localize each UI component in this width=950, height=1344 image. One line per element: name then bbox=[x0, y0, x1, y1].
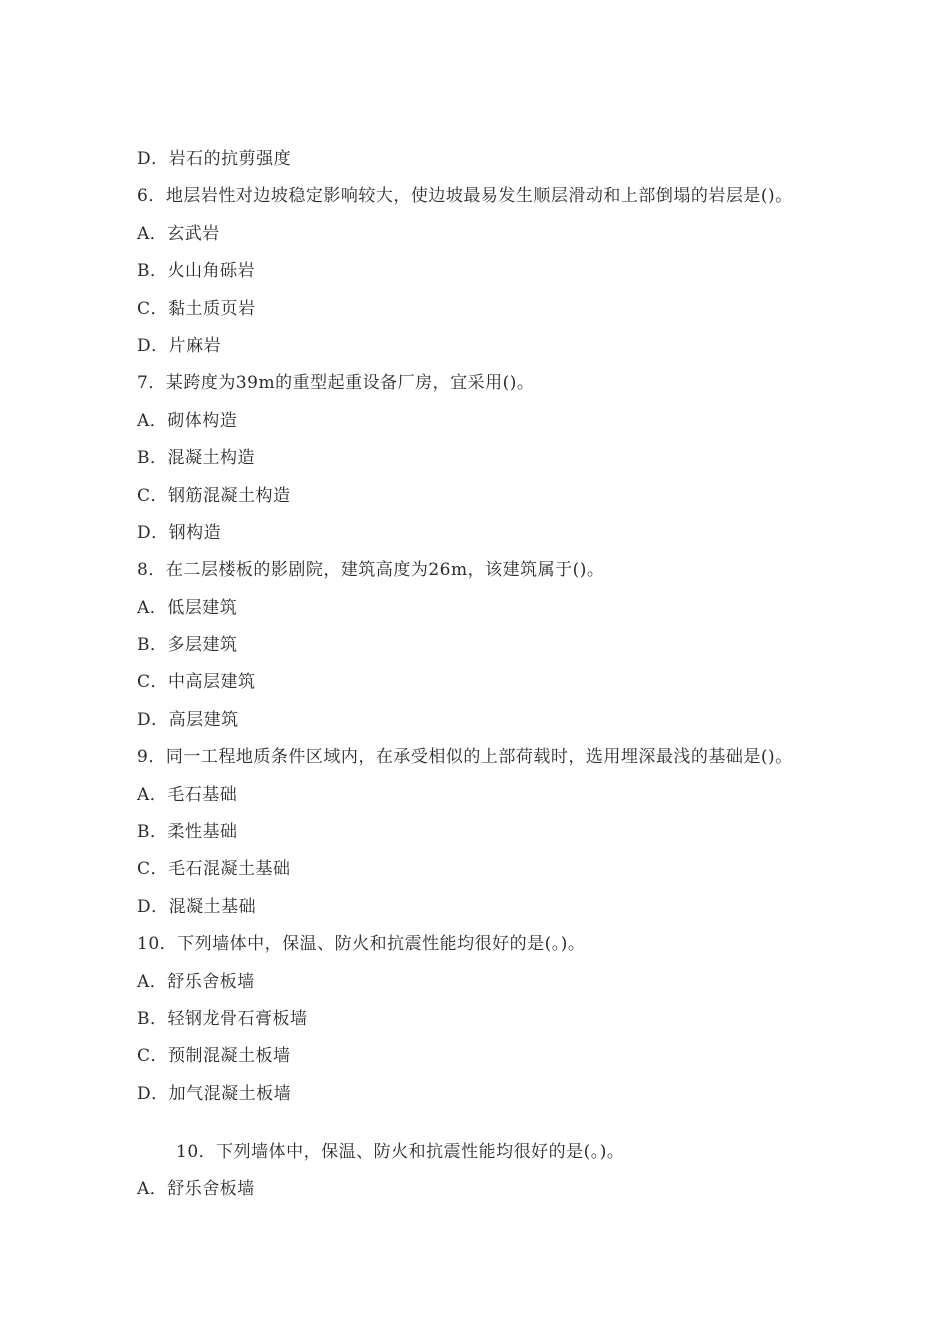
question-8: 8．在二层楼板的影剧院，建筑高度为26m，该建筑属于()。 bbox=[137, 560, 605, 581]
option-line: B．轻钢龙骨石膏板墙 bbox=[137, 1008, 308, 1029]
question-6: 6．地层岩性对边坡稳定影响较大，使边坡最易发生顺层滑动和上部倒塌的岩层是()。 bbox=[137, 186, 793, 207]
option-line: D．钢构造 bbox=[137, 522, 222, 543]
question-10-repeat: 10．下列墙体中，保温、防火和抗震性能均很好的是(。)。 bbox=[176, 1142, 625, 1162]
option-line: C．毛石混凝土基础 bbox=[137, 859, 291, 880]
option-line: D．片麻岩 bbox=[137, 335, 222, 356]
option-line: C．中高层建筑 bbox=[137, 672, 256, 693]
option-line: C．钢筋混凝土构造 bbox=[137, 485, 291, 506]
option-line: A．毛石基础 bbox=[137, 784, 238, 805]
option-line: A．低层建筑 bbox=[137, 597, 238, 618]
option-line: A．舒乐舍板墙 bbox=[137, 971, 255, 992]
question-7: 7．某跨度为39m的重型起重设备厂房，宜采用()。 bbox=[137, 373, 535, 394]
question-9: 9．同一工程地质条件区域内，在承受相似的上部荷载时，选用埋深最浅的基础是()。 bbox=[137, 747, 793, 768]
option-line: A．砌体构造 bbox=[137, 410, 238, 431]
option-line: C．黏土质页岩 bbox=[137, 298, 256, 319]
option-line: B．火山角砾岩 bbox=[137, 261, 255, 282]
option-line: A．玄武岩 bbox=[137, 223, 220, 244]
option-line: D．加气混凝土板墙 bbox=[137, 1083, 292, 1104]
option-line: A．舒乐舍板墙 bbox=[137, 1179, 255, 1200]
question-list bbox=[137, 141, 897, 1113]
repeated-question-block bbox=[137, 1134, 897, 1209]
option-line: C．预制混凝土板墙 bbox=[137, 1046, 291, 1067]
option-line: B．柔性基础 bbox=[137, 822, 238, 843]
option-line: D．岩石的抗剪强度 bbox=[137, 149, 292, 169]
option-line: B．混凝土构造 bbox=[137, 448, 255, 469]
question-10: 10．下列墙体中，保温、防火和抗震性能均很好的是(。)。 bbox=[137, 934, 586, 955]
option-line: D．混凝土基础 bbox=[137, 896, 257, 917]
option-line: B．多层建筑 bbox=[137, 635, 238, 656]
option-line: D．高层建筑 bbox=[137, 709, 239, 730]
